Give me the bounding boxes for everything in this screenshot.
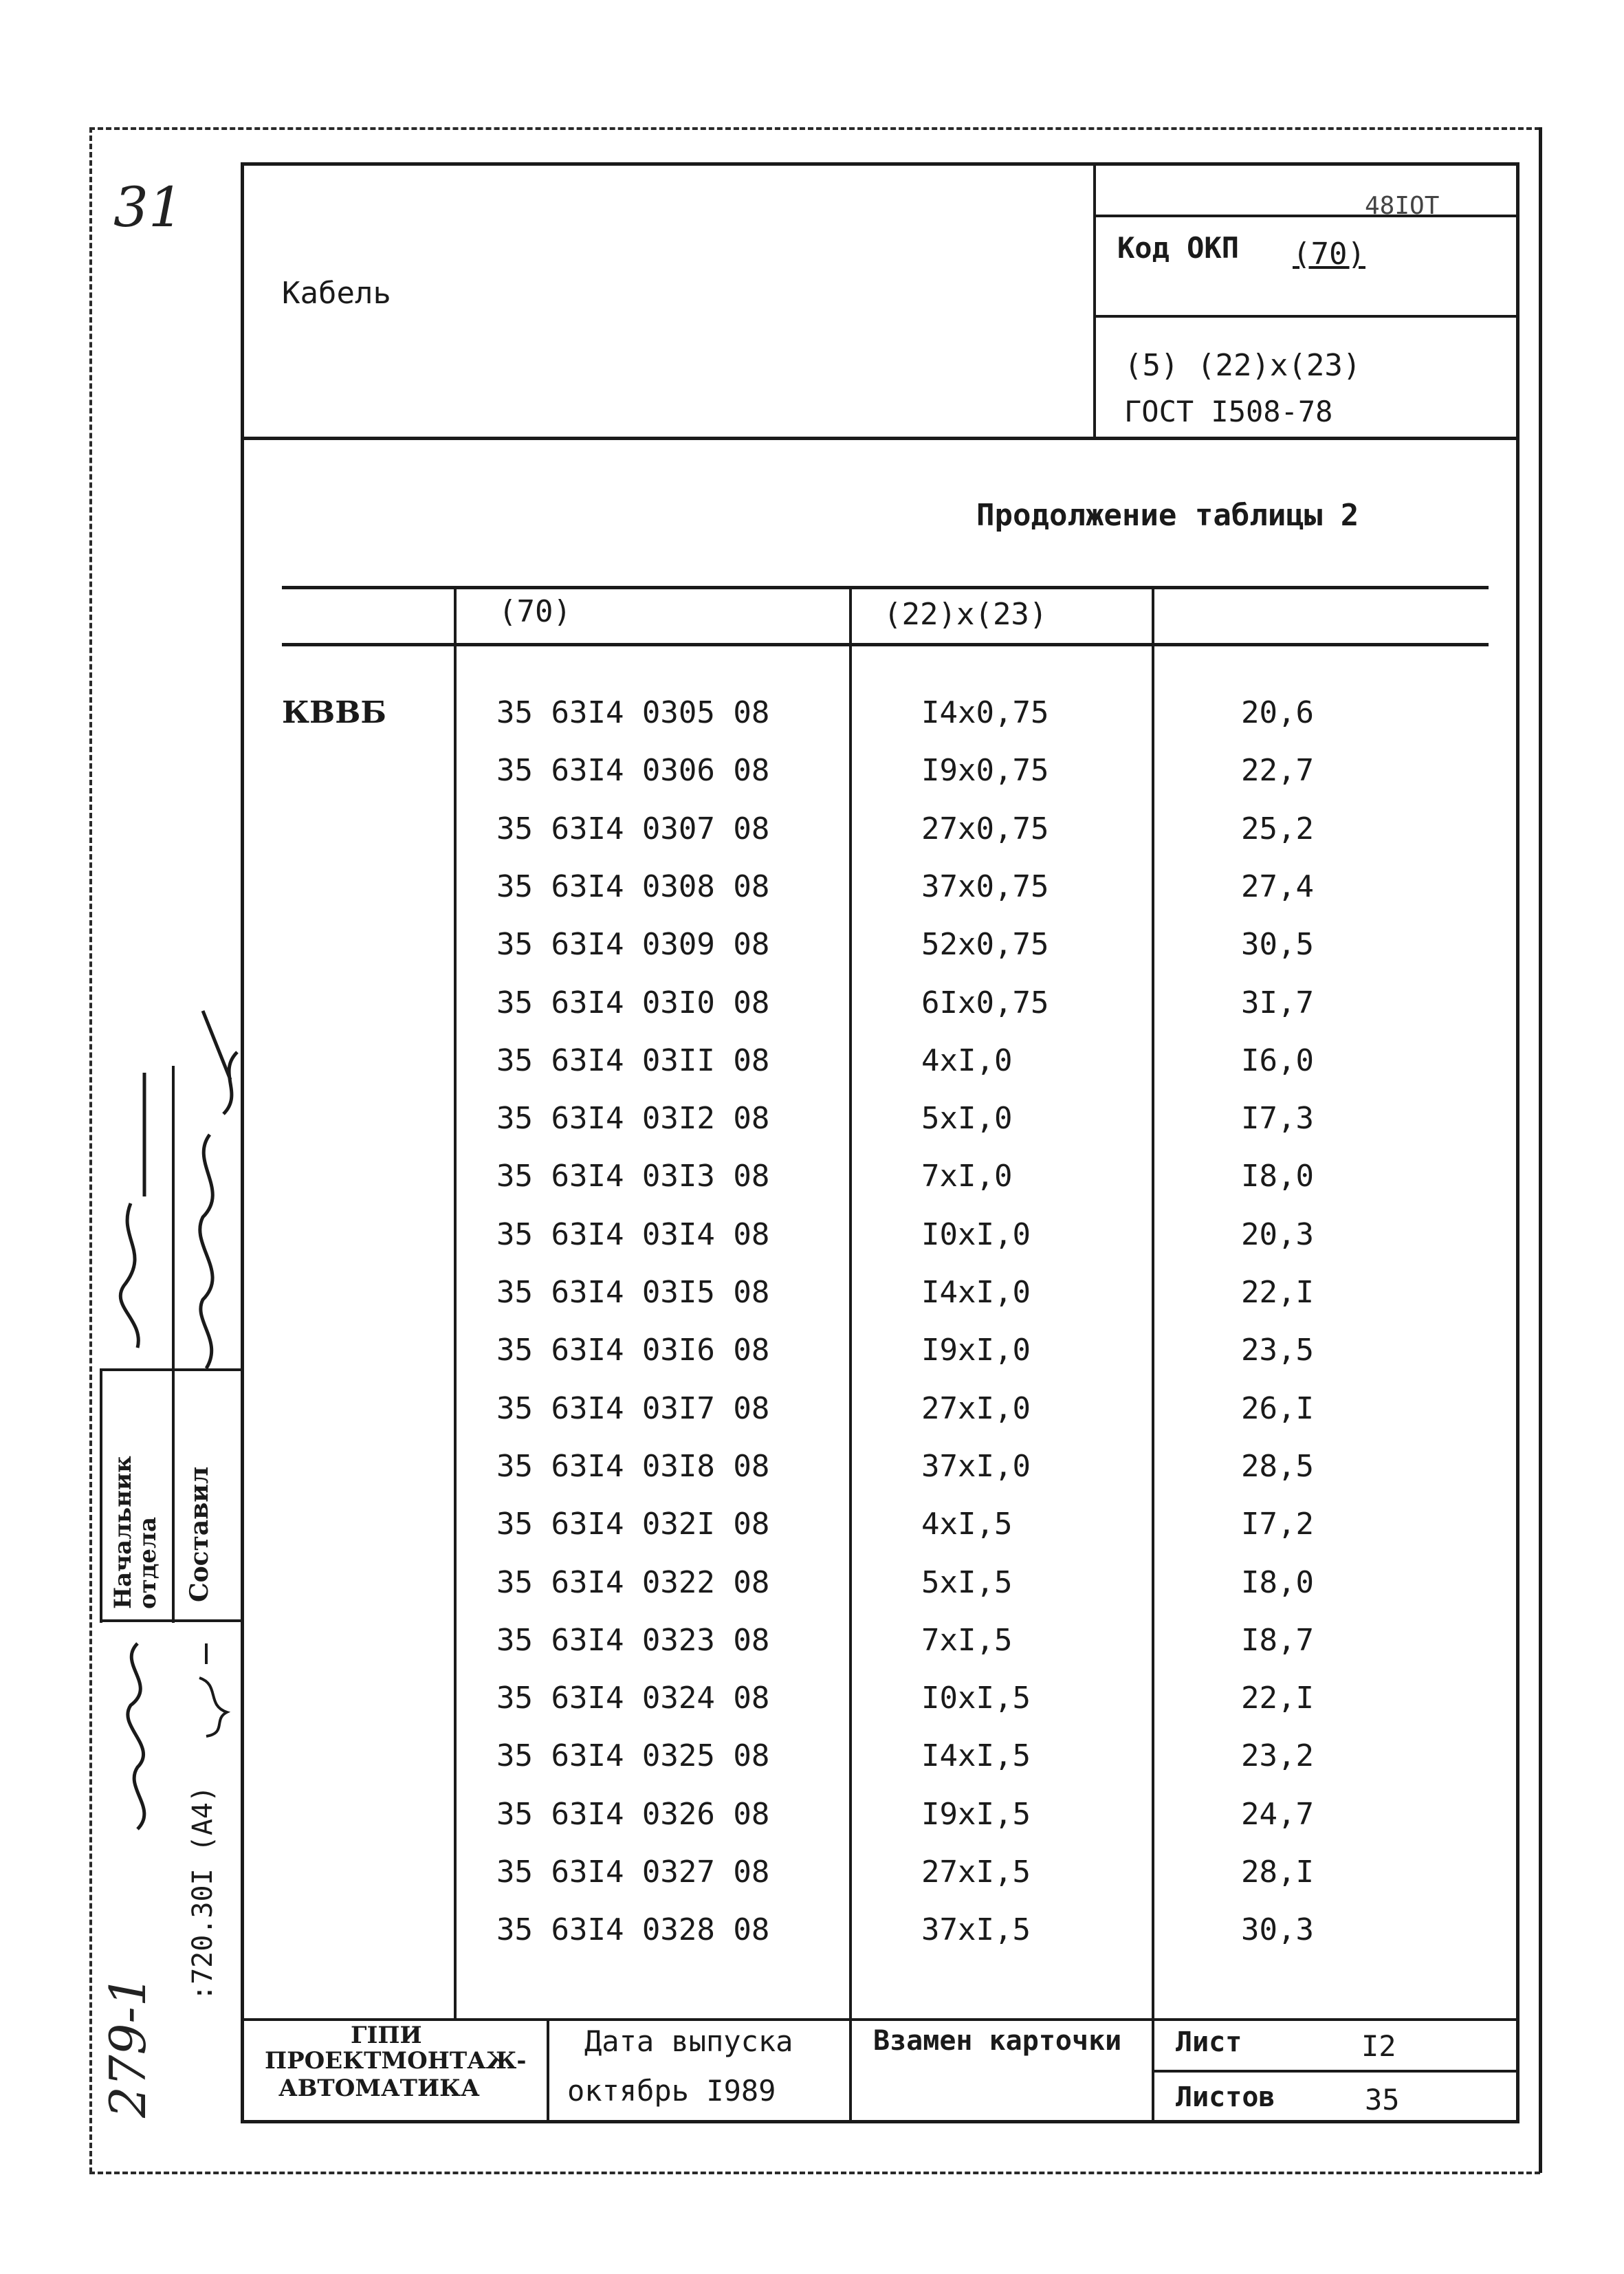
handwritten-number: 279-1 xyxy=(99,1975,157,2118)
row-value: 30,3 xyxy=(1241,1912,1314,1947)
box-top xyxy=(241,162,1519,166)
row-code: 35 63І4 0324 08 xyxy=(496,1681,770,1716)
column-header-size: (22)x(23) xyxy=(884,597,1048,632)
row-size: 27xІ,5 xyxy=(921,1855,1031,1890)
row-code: 35 63І4 0323 08 xyxy=(496,1623,770,1658)
row-code: 35 63І4 03І6 08 xyxy=(496,1333,770,1368)
row-value: 23,5 xyxy=(1241,1333,1314,1368)
row-value: 22,7 xyxy=(1241,753,1314,788)
row-value: 28,І xyxy=(1241,1855,1314,1890)
row-size: І9xІ,0 xyxy=(921,1333,1031,1368)
frame-top-dashes xyxy=(89,127,1540,130)
row-value: І8,0 xyxy=(1241,1565,1314,1600)
row-size: 7xІ,0 xyxy=(921,1159,1013,1194)
row-value: І8,7 xyxy=(1241,1623,1314,1658)
replaces-label: Взамен карточки xyxy=(873,2025,1122,2057)
row-size: 4xІ,0 xyxy=(921,1043,1013,1078)
row-size: І9xІ,5 xyxy=(921,1797,1031,1832)
row-value: 25,2 xyxy=(1241,811,1314,846)
row-value: 23,2 xyxy=(1241,1738,1314,1773)
row-size: 37x0,75 xyxy=(921,869,1049,904)
row-value: 30,5 xyxy=(1241,927,1314,962)
header-sep-2 xyxy=(1093,315,1519,318)
date-value: октябрь І989 xyxy=(567,2074,776,2108)
row-value: 22,І xyxy=(1241,1681,1314,1716)
designation-line-2: ГОСТ І508-78 xyxy=(1124,395,1333,428)
head-of-department-label: Начальник отдела xyxy=(109,1456,162,1609)
date-label: Дата выпуска xyxy=(584,2024,793,2058)
footer-sheet-sep xyxy=(1152,2070,1519,2073)
compiled-by-label: Составил xyxy=(185,1466,214,1602)
header-bottom-line xyxy=(241,437,1519,440)
frame-right-line xyxy=(1539,127,1542,2173)
row-size: 5xІ,5 xyxy=(921,1565,1013,1600)
row-value: І6,0 xyxy=(1241,1043,1314,1078)
row-code: 35 63І4 0325 08 xyxy=(496,1738,770,1773)
stamp-row-line-2 xyxy=(100,1619,241,1622)
row-code: 35 63І4 0305 08 xyxy=(496,695,770,730)
stamp-line-mid xyxy=(172,1066,175,1623)
sheet-value: І2 xyxy=(1361,2029,1396,2063)
org-line-1: ГІПИ xyxy=(351,2022,422,2049)
row-value: І8,0 xyxy=(1241,1159,1314,1194)
row-code: 35 63І4 0306 08 xyxy=(496,753,770,788)
column-divider-3 xyxy=(1152,586,1154,2123)
box-right xyxy=(1516,162,1519,2122)
row-size: І4x0,75 xyxy=(921,695,1049,730)
row-code: 35 63І4 0308 08 xyxy=(496,869,770,904)
column-divider-1 xyxy=(454,586,457,2020)
header-vertical-line xyxy=(1093,162,1096,437)
row-code: 35 63І4 03І5 08 xyxy=(496,1275,770,1310)
footer-divider-1 xyxy=(547,2018,549,2123)
row-code: 35 63І4 03І8 08 xyxy=(496,1449,770,1484)
row-size: 6Іx0,75 xyxy=(921,985,1049,1020)
row-size: 27x0,75 xyxy=(921,811,1049,846)
row-value: 27,4 xyxy=(1241,869,1314,904)
row-value: 26,І xyxy=(1241,1391,1314,1426)
row-code: 35 63І4 0307 08 xyxy=(496,811,770,846)
row-code: 35 63І4 0328 08 xyxy=(496,1912,770,1947)
doc-code: 48ІОТ xyxy=(1365,192,1440,220)
row-code: 35 63І4 0326 08 xyxy=(496,1797,770,1832)
row-size: 27xІ,0 xyxy=(921,1391,1031,1426)
signature-date xyxy=(103,1637,172,1836)
sheets-label: Листов xyxy=(1176,2081,1275,2113)
row-value: І7,3 xyxy=(1241,1101,1314,1136)
row-size: 37xІ,5 xyxy=(921,1912,1031,1947)
box-bottom xyxy=(241,2120,1519,2123)
row-code: 35 63І4 03І4 08 xyxy=(496,1217,770,1252)
row-size: 5xІ,0 xyxy=(921,1101,1013,1136)
row-size: І0xІ,5 xyxy=(921,1681,1031,1716)
row-value: 28,5 xyxy=(1241,1449,1314,1484)
row-size: 7xІ,5 xyxy=(921,1623,1013,1658)
table-header-line xyxy=(282,643,1489,646)
row-code: 35 63І4 0309 08 xyxy=(496,927,770,962)
row-value: 20,3 xyxy=(1241,1217,1314,1252)
row-code: 35 63І4 032І 08 xyxy=(496,1507,770,1542)
page-number-mark: 31 xyxy=(113,175,184,239)
row-value: 3І,7 xyxy=(1241,985,1314,1020)
okp-value: (70) xyxy=(1293,237,1365,272)
row-value: 24,7 xyxy=(1241,1797,1314,1832)
column-header-code: (70) xyxy=(498,594,571,629)
row-code: 35 63І4 03ІІ 08 xyxy=(496,1043,770,1078)
designation-line-1: (5) (22)x(23) xyxy=(1124,348,1361,383)
row-size: І0xІ,0 xyxy=(921,1217,1031,1252)
row-size: І4xІ,5 xyxy=(921,1738,1031,1773)
format-code: :720.30І (А4) xyxy=(187,1785,219,2001)
row-size: 37xІ,0 xyxy=(921,1449,1031,1484)
sheets-value: 35 xyxy=(1365,2083,1400,2117)
stamp-line-left xyxy=(100,1368,102,1623)
column-divider-2 xyxy=(849,586,852,2123)
cable-title: Кабель xyxy=(282,276,391,311)
row-size: І4xІ,0 xyxy=(921,1275,1031,1310)
sheet-label: Лист xyxy=(1176,2026,1242,2058)
table-top-line xyxy=(282,586,1489,589)
org-line-2: ПРОЕКТМОНТАЖ- xyxy=(265,2047,527,2075)
row-code: 35 63І4 0322 08 xyxy=(496,1565,770,1600)
okp-label: Код ОКП xyxy=(1117,231,1240,265)
signature-small xyxy=(193,1637,241,1740)
row-value: 20,6 xyxy=(1241,695,1314,730)
group-label: КВВБ xyxy=(282,695,387,730)
frame-bottom-dashes xyxy=(89,2172,1540,2174)
row-code: 35 63І4 03І0 08 xyxy=(496,985,770,1020)
row-code: 35 63І4 03І7 08 xyxy=(496,1391,770,1426)
table-caption: Продолжение таблицы 2 xyxy=(976,498,1359,533)
row-size: І9x0,75 xyxy=(921,753,1049,788)
signature-compiler xyxy=(175,997,251,1382)
row-size: 52x0,75 xyxy=(921,927,1049,962)
org-line-3: АВТОМАТИКА xyxy=(278,2075,480,2102)
header-sep-1 xyxy=(1093,215,1519,217)
row-code: 35 63І4 0327 08 xyxy=(496,1855,770,1890)
row-value: 22,І xyxy=(1241,1275,1314,1310)
row-value: І7,2 xyxy=(1241,1507,1314,1542)
frame-left-dashes xyxy=(89,127,92,2173)
row-code: 35 63І4 03І2 08 xyxy=(496,1101,770,1136)
row-size: 4xІ,5 xyxy=(921,1507,1013,1542)
signature-head xyxy=(103,1059,172,1362)
table-bottom-line xyxy=(241,2018,1519,2021)
row-code: 35 63І4 03І3 08 xyxy=(496,1159,770,1194)
